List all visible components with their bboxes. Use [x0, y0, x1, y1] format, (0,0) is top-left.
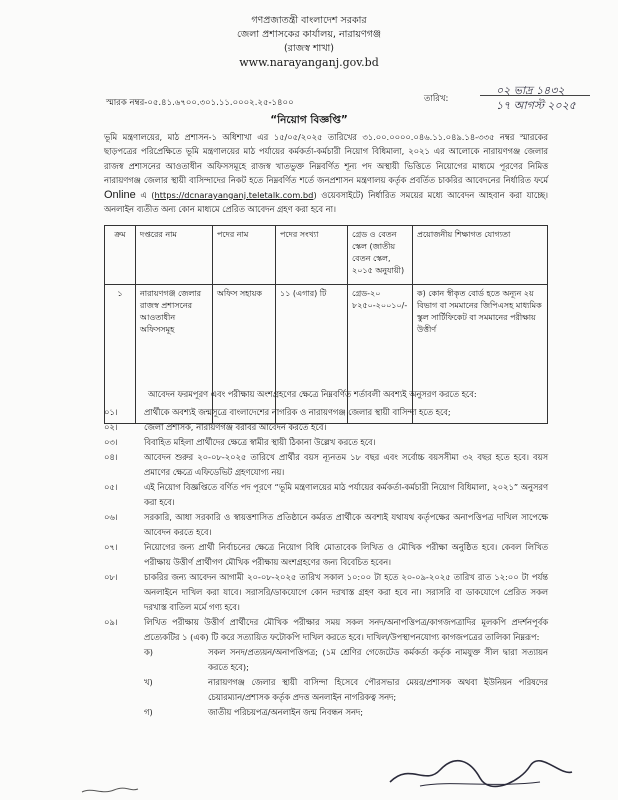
condition-number: ০৭। — [104, 542, 118, 552]
condition-number: ০২। — [104, 422, 118, 432]
intro-paragraph — [104, 130, 548, 216]
condition-text: চাকরির জন্য আবেদন আগামী ২০-০৮-২০২৫ তারিখ সকাল ১০:০০ টা হতে ২০-০৯-২০২৫ তারিখ রাত ১২:০০ টা পর্যন্ত অনলাইনে দাখিল করা যাবে। সরাসরি/ডাকযোগে কোন দরখাস্ত গ্রহণ করা হবে না। সরাসরি বা ডাকযোগে প্রেরিত সকল দরখাস্ত বাতিল মর্মে গণ্য হবে। — [144, 572, 548, 612]
list-item — [104, 480, 548, 510]
conditions-list — [104, 405, 548, 720]
condition-text: লিখিত পরীক্ষায় উত্তীর্ণ প্রার্থীদের মৌখিক পরীক্ষার সময় সকল সনদ/অনাপত্তিপত্র/কাগজপত্রাদির মূলকপি প্রদর্শনপূর্বক প্রত্যেকটির ১ (এক) টি করে সত্যায়িত ফটোকপি দাখিল করতে হবে। দাখিল/উপস্থাপনযোগ্য কাগজপত্রের তালিকা নিম্নরূপ: — [144, 617, 548, 642]
col-header-serial: ক্রম — [105, 226, 136, 285]
sub-condition-letter: ক) — [144, 647, 154, 657]
website-text: www.narayanganj.gov.bd — [239, 56, 379, 69]
col-header-grade: গ্রেড ও বেতন স্কেল (জাতীয় বেতন স্কেল, ২০১৫ অনুযায়ী) — [348, 226, 413, 285]
sub-condition-text: জাতীয় পরিচয়পত্র/অনলাইন জন্ম নিবন্ধন সনদ; — [208, 707, 364, 717]
sub-condition-text: সকল সনদ/প্রত্যয়ন/অনাপত্তিপত্র; (১ম শ্রেণির গেজেটেড কর্মকর্তা কর্তৃক নামযুক্ত সীল দ্বারা সত্যায়ন করতে হবে); — [208, 647, 548, 672]
list-item — [104, 570, 548, 615]
list-item — [104, 615, 548, 645]
condition-number: ০৬। — [104, 512, 118, 522]
date-english: ১৭ আগস্ট ২০২৫ — [496, 99, 576, 112]
table-header-row — [105, 226, 548, 285]
condition-text: নিয়োগের জন্য প্রার্থী নির্বাচনের ক্ষেত্রে নিয়োগ বিধি মোতাবেক লিখিত ও মৌখিক পরীক্ষা অনুষ্ঠিত হবে। কেবল লিখিত পরীক্ষায় উত্তীর্ণ প্রার্থীগণ মৌখিক পরীক্ষায় অংশগ্রহণের জন্য বিবেচিত হবেন। — [144, 542, 548, 567]
cell-office: নারায়ণগঞ্জ জেলার রাজস্ব প্রশাসনের আওতাধীন অফিসসমূহ — [136, 285, 213, 424]
intro-text-1: ভূমি মন্ত্রণালয়ের, মাঠ প্রশাসন-১ অধিশাখা এর ১৫/০৫/২০২৫ তারিখের ৩১.০০.০০০০.০৪৬.১১.০৪৯.১৪-৩৩৫ নম্বর স্মারকের ছাড়পত্রের পরিপ্রেক্ষিতে ভূমি মন্ত্রণালয়ের মাঠ পর্যায়ের কর্মকর্তা-কর্মচারী নিয়োগ বিধিমালা, ২০২১ এর আলোকে নারায়ণগঞ্জ জেলার রাজস্ব প্রশাসনের আওতাধীন অফিসসমূহে রাজস্ব খাতভুক্ত নিম্নবর্ণিত শূন্য পদ অস্থায়ী ভিত্তিতে নিয়োগের মাধ্যমে পূরণের নিমিত্ত নারায়ণগঞ্জ জেলার স্থায়ী বাসিন্দাদের নিকট হতে নিম্নবর্ণিত শর্তে জনপ্রশাসন মন্ত্রণালয় কর্তৃক প্রবর্তিত চাকরির আবেদনের নির্ধারিত ফর্মে — [104, 132, 548, 186]
date-bangla: ০২ ভাদ্র ১৪৩২ — [496, 84, 565, 97]
sub-condition-letter: গ) — [144, 707, 153, 717]
list-item — [104, 510, 548, 540]
initial-mark — [80, 786, 140, 796]
application-url-link[interactable]: https://dcnarayanganj.teletalk.com.bd — [154, 189, 314, 200]
section-name: (রাজস্ব শাখা) — [283, 43, 335, 54]
government-name: গণপ্রজাতন্ত্রী বাংলাদেশ সরকার — [251, 15, 367, 26]
online-label: Online — [104, 188, 136, 201]
sub-list-item — [144, 675, 548, 705]
intro-text-3: ) ওয়েবসাইটে) নির্ধারিত সময়ের মধ্যে আবেদন আহবান করা যাচ্ছে। অনলাইন ব্যতীত অন্য কোন মাধ্যমে প্রেরিত আবেদন গ্রহণ করা হবে না। — [104, 189, 549, 215]
list-item — [104, 420, 548, 435]
col-header-office: দপ্তরের নাম — [136, 226, 213, 285]
condition-text: জেলা প্রশাসক, নারায়ণগঞ্জ বরাবর আবেদন করতে হবে। — [144, 422, 327, 432]
list-item — [104, 435, 548, 450]
list-item — [104, 540, 548, 570]
condition-text: প্রার্থীকে অবশ্যই জন্মসূত্রে বাংলাদেশের নাগরিক ও নারায়ণগঞ্জ জেলার স্থায়ী বাসিন্দা হতে হবে; — [144, 407, 451, 417]
website-link[interactable] — [0, 56, 618, 71]
notice-title: “নিয়োগ বিজ্ঞপ্তি” — [270, 114, 348, 126]
condition-number: ০৩। — [104, 437, 118, 447]
cell-qualification: ক) কোন স্বীকৃত বোর্ড হতে অন্যূন ২য় বিভাগ বা সমমানের জিপিএসহ মাধ্যমিক স্কুল সার্টিফিকেট বা সমমানের পরীক্ষায় উত্তীর্ণ — [413, 285, 548, 424]
date-divider — [480, 95, 590, 96]
intro-text-2: এ ( — [135, 189, 155, 200]
condition-number: ০৮। — [104, 572, 118, 582]
sub-list-item — [144, 645, 548, 675]
list-item — [104, 450, 548, 480]
condition-text: বিবাহিত মহিলা প্রার্থীদের ক্ষেত্রে স্বামীর স্থায়ী ঠিকানা উল্লেখ করতে হবে। — [144, 437, 376, 447]
date-label: তারিখ: — [424, 94, 449, 104]
memo-number: স্মারক নম্বর-০৫.৪১.৬৭০০.৩০১.১১.০০০২.২৫-১৪০০ — [106, 98, 294, 108]
sub-condition-letter: খ) — [144, 677, 153, 687]
conditions-intro: আবেদন ফরমপূরণ এবং পরীক্ষায় অংশগ্রহণের ক্ষেত্রে নিম্নবর্ণিত শর্তাবলী অবশ্যই অনুসরণ করতে হবে: — [148, 389, 477, 399]
condition-text: আবেদন শুরুর ২০-০৮-২০২৫ তারিখে প্রার্থীর বয়স ন্যূনতম ১৮ বছর এবং সর্বোচ্চ বয়সসীমা ৩২ বছর হতে হবে। বয়স প্রমাণের ক্ষেত্রে এফিডেভিট গ্রহণযোগ্য নয়। — [144, 452, 548, 477]
condition-number: ০৫। — [104, 482, 118, 492]
condition-number: ০৪। — [104, 452, 118, 462]
col-header-post: পদের নাম — [213, 226, 276, 285]
condition-text: সরকারি, আধা সরকারি ও স্বায়ত্তশাসিত প্রতিষ্ঠানে কর্মরত প্রার্থীকে অবশ্যই যথাযথ কর্তৃপক্ষের অনাপত্তিপত্র দাখিল সাপেক্ষে আবেদন করতে হবে। — [144, 512, 548, 537]
list-item — [104, 405, 548, 420]
col-header-count: পদের সংখ্যা — [276, 226, 348, 285]
sub-list-item — [144, 705, 548, 720]
condition-text: এই নিয়োগ বিজ্ঞপ্তিতে বর্ণিত পদ পূরণে “ভূমি মন্ত্রণালয়ের মাঠ পর্যায়ের কর্মকর্তা-কর্মচারী নিয়োগ বিধিমালা, ২০২১” অনুসরণ করা হবে। — [144, 482, 548, 507]
cell-grade: গ্রেড-২০ ৮২৫০-২০০১০/- — [348, 285, 413, 424]
cell-post: অফিস সহায়ক — [213, 285, 276, 424]
condition-number: ০১। — [104, 407, 118, 417]
condition-number: ০৯। — [104, 617, 118, 627]
cell-count: ১১ (এগার) টি — [276, 285, 348, 424]
sub-condition-text: নারায়ণগঞ্জ জেলার স্থায়ী বাসিন্দা হিসেবে পৌরসভার মেয়র/প্রশাসক অথবা ইউনিয়ন পরিষদের চেয়ারম্যান/প্রশাসক কর্তৃক প্রদত্ত অনলাইন নাগরিকত্ব সনদ; — [208, 677, 548, 702]
handwritten-signature — [380, 752, 580, 792]
office-name: জেলা প্রশাসকের কার্যালয়, নারায়ণগঞ্জ — [236, 29, 382, 40]
cell-serial: ১ — [105, 285, 136, 424]
table-row — [105, 285, 548, 424]
col-header-qualification: প্রয়োজনীয় শিক্ষাগত যোগ্যতা — [413, 226, 548, 285]
